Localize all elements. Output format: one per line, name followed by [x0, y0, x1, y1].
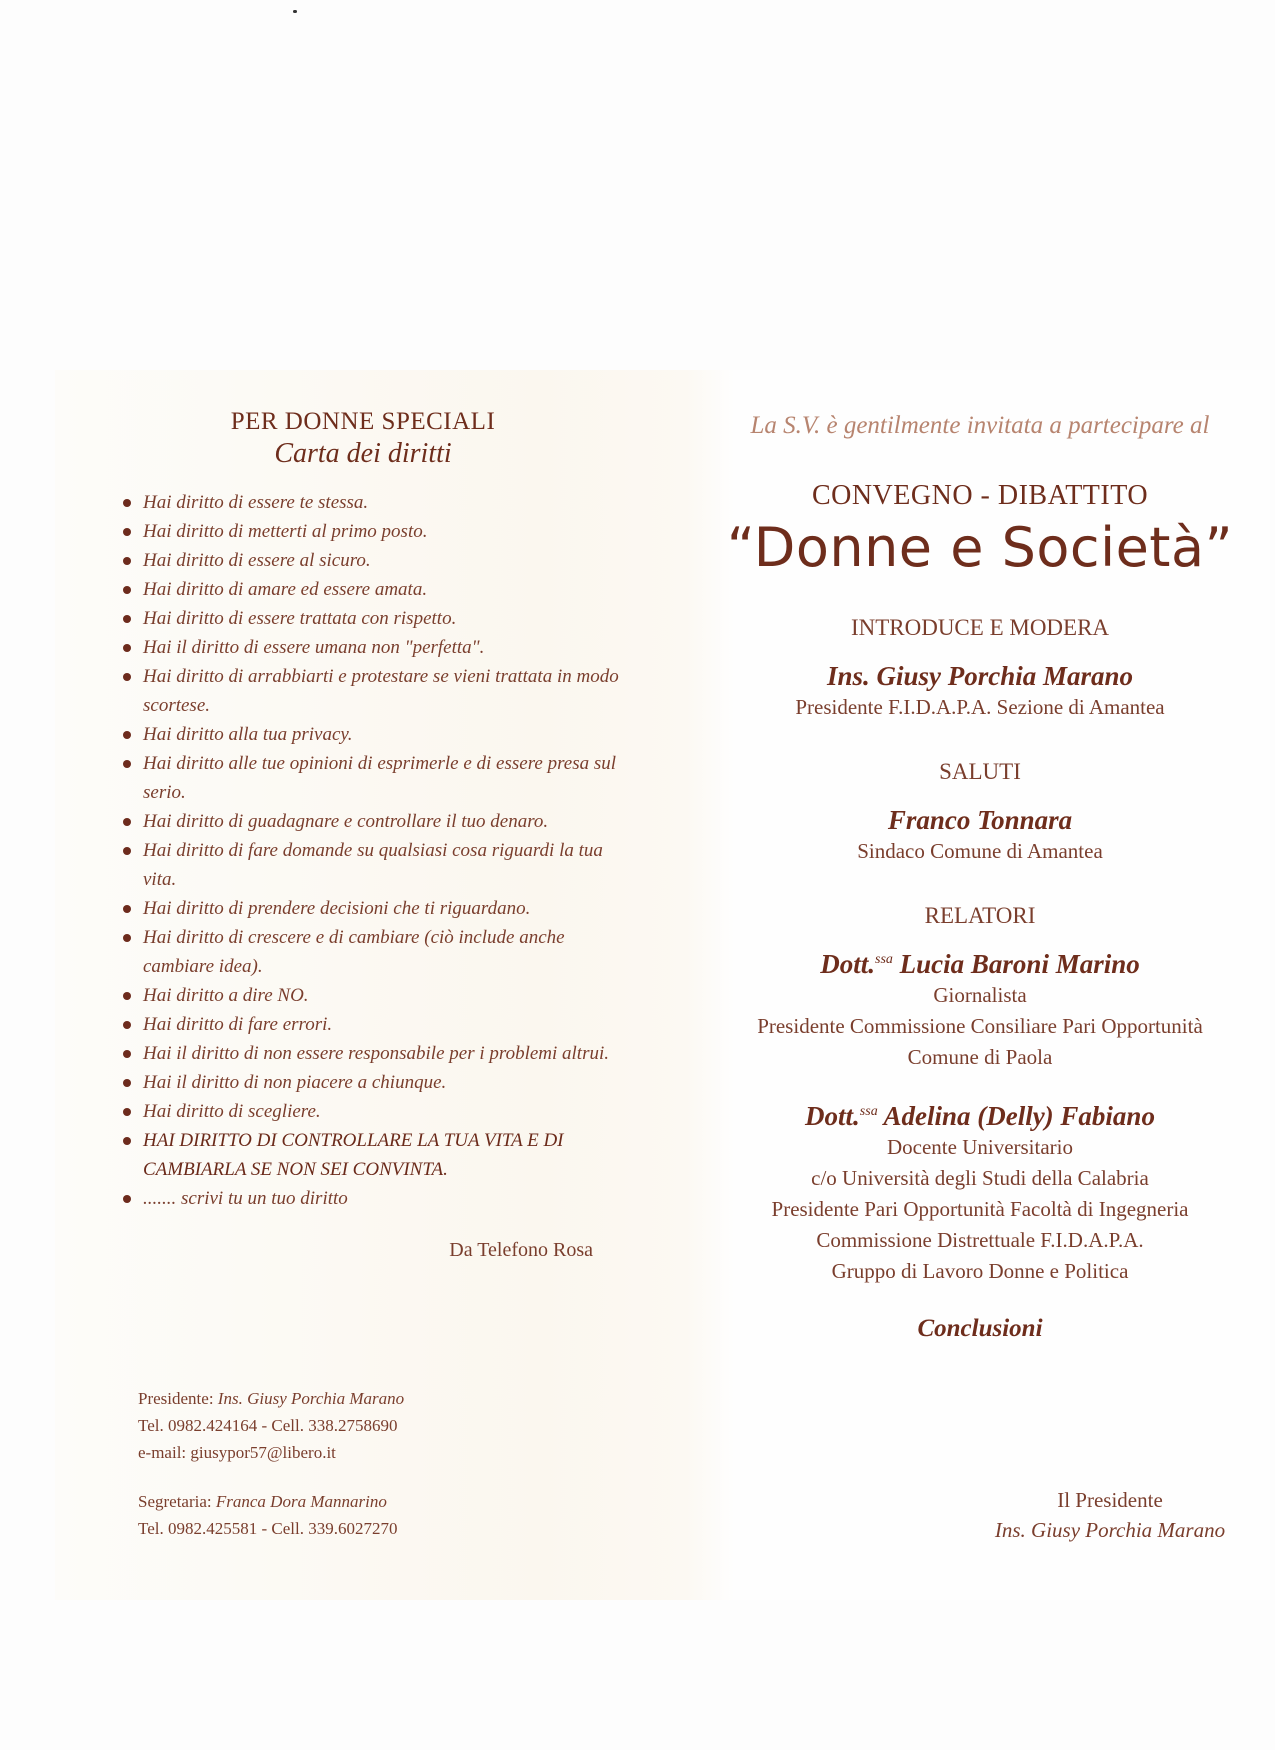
scan-speck: [293, 10, 297, 13]
rights-list-item: Hai diritto di essere trattata con rispetto.: [113, 604, 633, 633]
rights-header: [153, 408, 573, 470]
secretary-contact-line: [138, 1488, 404, 1515]
president-contact-line: [138, 1385, 404, 1412]
speaker1-role: Giornalista: [933, 983, 1027, 1007]
speaker2-role: Docente Universitario: [886, 1135, 1074, 1159]
rights-list-item: Hai il diritto di non piacere a chiunque.: [113, 1068, 633, 1097]
closing-name: Ins. Giusy Porchia Marano: [994, 1518, 1226, 1542]
speaker1-title: Dott.: [820, 949, 876, 979]
speaker2-role: c/o Università degli Studi della Calabria: [811, 1166, 1149, 1190]
closing-title: Il Presidente: [1057, 1488, 1163, 1512]
rights-list-item: Hai diritto alle tue opinioni di esprimerle e di essere presa sul serio.: [113, 749, 633, 807]
rights-list-item: Hai diritto di essere te stessa.: [113, 488, 633, 517]
greetings-heading: SALUTI: [939, 759, 1021, 784]
rights-list-item: Hai diritto di crescere e di cambiare (ciò include anche cambiare idea).: [113, 923, 633, 981]
intro-heading: INTRODUCE E MODERA: [850, 615, 1110, 640]
president-label: Presidente:: [138, 1389, 214, 1408]
rights-list-item: Hai diritto di guadagnare e controllare il tuo denaro.: [113, 807, 633, 836]
secretary-name: Franca Dora Mannarino: [215, 1492, 387, 1511]
speaker2-title-sup: ssa: [859, 1104, 878, 1119]
rights-list-item: Hai diritto a dire NO.: [113, 981, 633, 1010]
mayor-role: Sindaco Comune di Amantea: [857, 839, 1103, 863]
speakers-heading: RELATORI: [924, 903, 1036, 928]
speaker2-role: Commissione Distrettuale F.I.D.A.P.A.: [816, 1228, 1144, 1252]
president-phones: Tel. 0982.424164 - Cell. 338.2758690: [138, 1416, 398, 1435]
rights-list-item: Hai il diritto di essere umana non "perfetta".: [113, 633, 633, 662]
contacts-block: [138, 1385, 404, 1542]
rights-list-item: Hai diritto di amare ed essere amata.: [113, 575, 633, 604]
president-email: e-mail: giusypor57@libero.it: [138, 1443, 336, 1462]
invite-line: La S.V. è gentilmente invitata a partecipare al: [750, 412, 1210, 439]
contacts-spacer: [138, 1466, 404, 1488]
rights-column: [113, 408, 633, 1262]
event-column: [720, 412, 1240, 1343]
speaker2-role: Gruppo di Lavoro Donne e Politica: [831, 1259, 1129, 1283]
rights-list-item-blank: ....... scrivi tu un tuo diritto: [113, 1184, 633, 1213]
speaker2-role: Presidente Pari Opportunità Facoltà di Ingegneria: [771, 1197, 1189, 1221]
speaker1-name: Lucia Baroni Marino: [899, 949, 1140, 979]
rights-list-item-emphasis: HAI DIRITTO DI CONTROLLARE LA TUA VITA E DI CAMBIARLA SE NON SEI CONVINTA.: [113, 1126, 633, 1184]
rights-title: PER DONNE SPECIALI: [230, 408, 496, 435]
rights-list-item: Hai diritto di prendere decisioni che ti riguardano.: [113, 894, 633, 923]
speaker2-title: Dott.: [805, 1101, 860, 1131]
speaker1-role: Comune di Paola: [907, 1045, 1053, 1069]
rights-subtitle: Carta dei diritti: [274, 438, 452, 469]
rights-list-item: Hai diritto alla tua privacy.: [113, 720, 633, 749]
rights-list: [113, 488, 633, 1213]
speaker1-title-sup: ssa: [875, 952, 893, 967]
mayor-name: Franco Tonnara: [887, 805, 1073, 835]
moderator-name: Ins. Giusy Porchia Marano: [826, 661, 1134, 691]
speaker1-role: Presidente Commissione Consiliare Pari Opportunità: [757, 1014, 1203, 1038]
speaker2-heading: [720, 1101, 1240, 1132]
rights-source: Da Telefono Rosa: [449, 1239, 593, 1261]
speaker1-heading: [720, 949, 1240, 980]
event-title: “Donne e Società”: [726, 516, 1234, 579]
conclusions-heading: Conclusioni: [917, 1315, 1043, 1342]
speaker2-name: Adelina (Delly) Fabiano: [883, 1101, 1155, 1131]
rights-list-item: Hai il diritto di non essere responsabile per i problemi altrui.: [113, 1039, 633, 1068]
event-kind: CONVEGNO - DIBATTITO: [811, 480, 1149, 511]
closing-signature: [940, 1485, 1275, 1545]
rights-list-item: Hai diritto di fare domande su qualsiasi cosa riguardi la tua vita.: [113, 836, 633, 894]
president-name: Ins. Giusy Porchia Marano: [217, 1389, 405, 1408]
rights-list-item: Hai diritto di arrabbiarti e protestare se vieni trattata in modo scortese.: [113, 662, 633, 720]
rights-list-item: Hai diritto di scegliere.: [113, 1097, 633, 1126]
rights-list-item: Hai diritto di metterti al primo posto.: [113, 517, 633, 546]
secretary-label: Segretaria:: [138, 1492, 212, 1511]
secretary-phones: Tel. 0982.425581 - Cell. 339.6027270: [138, 1519, 398, 1538]
rights-list-item: Hai diritto di essere al sicuro.: [113, 546, 633, 575]
moderator-role: Presidente F.I.D.A.P.A. Sezione di Amantea: [795, 695, 1165, 719]
rights-list-item: Hai diritto di fare errori.: [113, 1010, 633, 1039]
